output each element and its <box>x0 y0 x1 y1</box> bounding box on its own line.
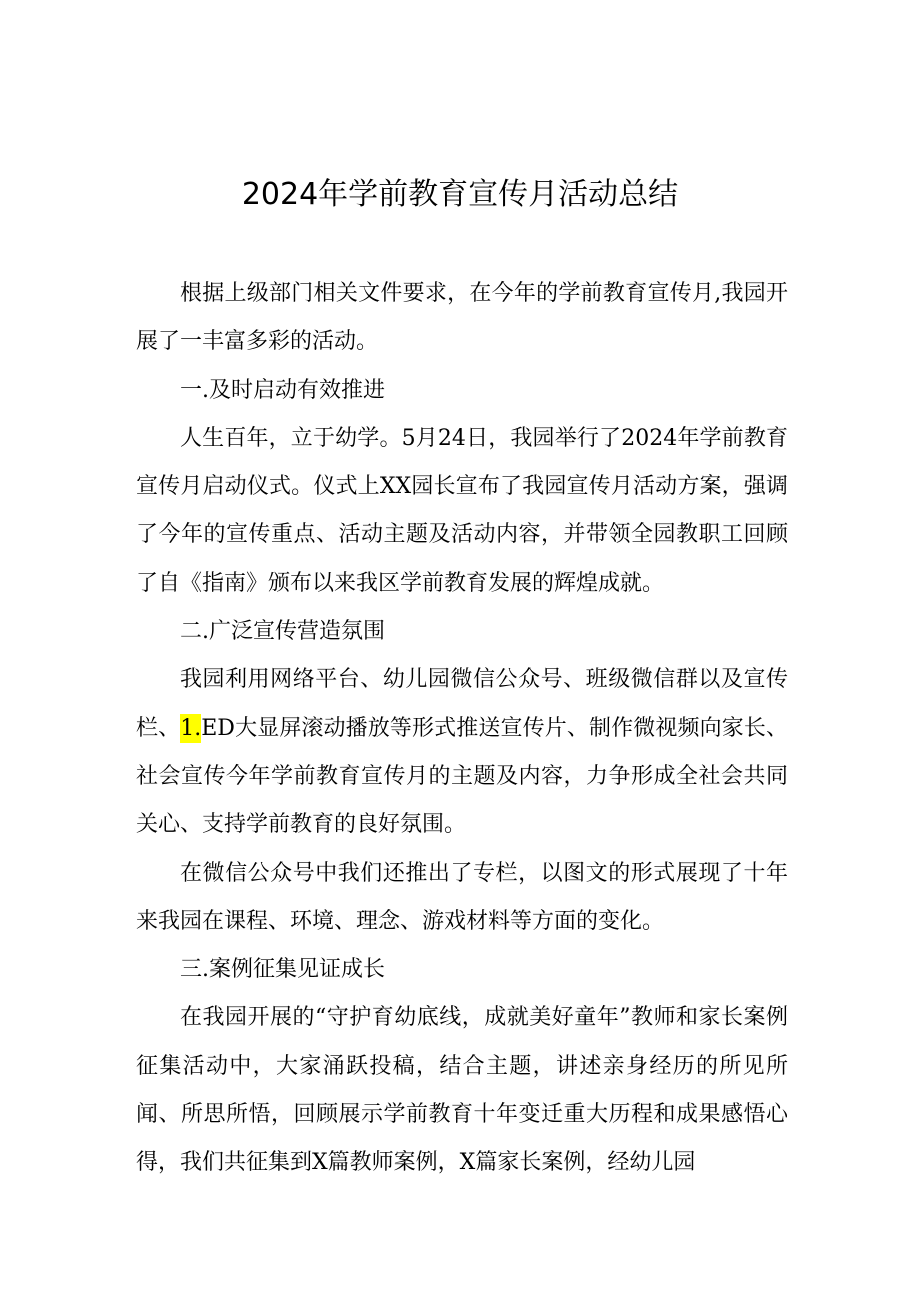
section-heading-2: 二.广泛宣传营造氛围 <box>180 619 385 645</box>
section-heading-3: 三.案例征集见证成长 <box>180 957 385 983</box>
paragraph-section-2-part-a: 我园利用网络平台、幼儿园微信公众号、班级微信群以及宣传栏、 <box>136 667 788 741</box>
document-title: 2024年学前教育宣传月活动总结 <box>241 177 679 212</box>
paragraph-section-2 <box>136 656 788 849</box>
paragraph-intro: 根据上级部门相关文件要求，在今年的学前教育宣传月,我园开展了一丰富多彩的活动。 <box>136 281 788 355</box>
document-body <box>136 270 788 1188</box>
paragraph-section-1: 人生百年，立于幼学。5月24日，我园举行了2024年学前教育宣传月启动仪式。仪式上XX园长宣布了我园宣传月活动方案，强调了今年的宣传重点、活动主题及活动内容，并带领全园教职工回顾了自《指南》颁布以来我区学前教育发展的辉煌成就。 <box>136 425 788 596</box>
paragraph-section-3: 在我园开展的“守护育幼底线，成就美好童年”教师和家长案例征集活动中，大家涌跃投稿，结合主题，讲述亲身经历的所见所闻、所思所悟，回顾展示学前教育十年变迁重大历程和成果感悟心得，我们共征集到X篇教师案例，X篇家长案例，经幼儿园 <box>136 1005 788 1176</box>
paragraph-section-2-part-b: ED大显屏滚动播放等形式推送宣传片、制作微视频向家长、社会宣传今年学前教育宣传月的主题及内容，力争形成全社会共同关心、支持学前教育的良好氛围。 <box>136 715 788 838</box>
section-heading-1: 一.及时启动有效推进 <box>180 377 385 403</box>
highlighted-text: 1. <box>180 715 202 741</box>
paragraph-section-2-extra: 在微信公众号中我们还推出了专栏，以图文的形式展现了十年来我园在课程、环境、理念、游戏材料等方面的变化。 <box>136 860 788 934</box>
